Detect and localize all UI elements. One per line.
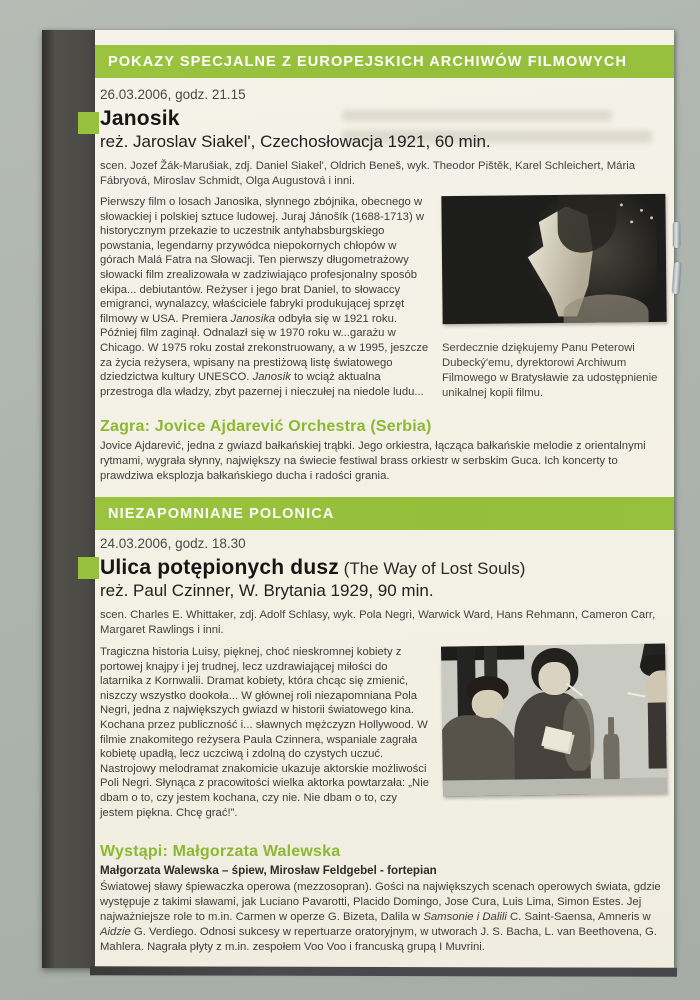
film-still-ulica-tavern-scene xyxy=(441,643,667,796)
performer-bio: Światowej sławy śpiewaczka operowa (mezzosopran). Gości na największych scenach operowych świata, gdzie występuje z takimi sławami, jak Luciano Pavarotti, Placido Domingo, Jose Cura, Luis Lima, Simon Estes. Jej najważniejsze role to m.in. Carmen w operze G. Bizeta, Dalila w Samsonie i Dalili C. Saint-Saensa, Amneris w Aidzie G. Verdiego. Odnosi sukcesy w repertuarze oratoryjnym, w utworach J. S. Bacha, L. van Beethovena, G. Mahlera. Nagrała płyty z m.in. zespołem Voo Voo i francuską grupą I Muvrini. xyxy=(100,881,661,953)
section-band-label: POKAZY SPECJALNE Z EUROPEJSKICH ARCHIWÓW FILMOWYCH xyxy=(108,53,628,70)
film-description: Tragiczna historia Luisy, pięknej, choć nieskromnej kobiety z portowej knajpy i jej trudnej, lecz uzdrawiającej miłości do latarnika z Kornwalii. Dramat kobiety, która chcąc się zmienić, niszczy wszystko dookoła... W głównej roli niezapomniana Pola Negri, jedna z największych gwiazd w historii światowego kina. Kochana przez publiczność i... sławnych mężczyzn Hollywood. W filmie znakomitego reżysera Paula Czinnera, wspaniale zagrała kobietę upadłą, lecz uczciwą i zdolną do czystych uczuć. Nastrojowy melodramat znakomicie ukazuje aktorskie możliwości Poli Negri. Słynąca z pracowitości wielka aktorka powtarzała: „Nie dbam o to, czy jestem kochana, czy nie. Nie dbam o to, czy jestem piękna. Chcę grać!”. xyxy=(100,646,429,819)
staple-icon xyxy=(673,222,680,248)
performer-roles-line: Małgorzata Walewska – śpiew, Mirosław Feldgebel - fortepian xyxy=(100,864,437,877)
photo-caption: Serdecznie dziękujemy Panu Peterowi Dubecký'emu, dyrektorowi Archiwum Filmowego w Bratysławie za udostępnienie unikalnej kopii filmu. xyxy=(442,342,658,399)
section-band-archiwa xyxy=(95,45,674,78)
film-title: Ulica potępionych dusz xyxy=(100,556,339,579)
film-director-line: reż. Paul Czinner, W. Brytania 1929, 90 min. xyxy=(100,581,434,600)
green-square-bullet-icon xyxy=(78,112,99,134)
film-title-english: (The Way of Lost Souls) xyxy=(338,559,526,578)
film-credits: scen. Charles E. Whittaker, zdj. Adolf Schlasy, wyk. Pola Negri, Warwick Ward, Hans Rehmann, Cameron Carr, Margaret Rawlings i inni. xyxy=(100,609,656,636)
film-credits: scen. Jozef Žák-Marušiak, zdj. Daniel Siakel', Oldrich Beneš, wyk. Theodor Pištěk, Karel Schleichert, Mária Fábryová, Miroslav Schmidt, Olga Augustová i inni. xyxy=(100,160,635,187)
screening-date: 24.03.2006, godz. 18.30 xyxy=(100,536,246,551)
film-body-ulica xyxy=(100,645,664,820)
performer-heading: Zagra: Jovice Ajdarević Orchestra (Serbia) xyxy=(100,418,432,435)
performer-description: Jovice Ajdarević, jedna z gwiazd bałkańskiej trąbki. Jego orkiestra, łącząca bałkańskie melodie z orientalnymi rytmami, wygrała słynny, największy na świecie festiwal brass orkiestr w serbskim Guca. Ich koncerty to prawdziwa eksplozja bałkańskiego ducha i radości grania. xyxy=(100,440,646,482)
film-body-janosik xyxy=(100,195,664,401)
section-band-polonica xyxy=(95,497,674,530)
film-director-line: reż. Jaroslav Siakel', Czechosłowacja 1921, 60 min. xyxy=(100,132,491,151)
page-spine xyxy=(42,30,95,968)
film-still-janosik-profile xyxy=(441,194,666,324)
program-page xyxy=(42,30,674,968)
page-bottom-edge xyxy=(90,966,677,977)
film-header-ulica xyxy=(100,536,664,638)
screening-date: 26.03.2006, godz. 21.15 xyxy=(100,87,246,102)
green-square-bullet-icon xyxy=(78,557,99,579)
film-header-janosik xyxy=(100,87,664,189)
staple-icon xyxy=(672,262,681,294)
film-description: Pierwszy film o losach Janosika, słynnego zbójnika, obecnego w słowackiej i polskiej sztuce ludowej. Juraj Jánošík (1688-1713) w historycznym przekazie to uczestnik antyhabsburgskiego powstania, legendarny przywódca niepokornych chłopów w górach Malá Fatra na Słowacji. Ten pierwszy długometrażowy słowacki film zrealizowała w zadziwiająco profesjonalny sposób ekipa... debiutantów. Reżyser i jego brat Daniel, to słowaccy emigranci, wynalazcy, właściciele fabryki produkującej sprzęt filmowy w USA. Premiera Janosika odbyła się w 1921 roku. Później film zaginął. Odnalazł się w 1970 roku w...garażu w Chicago. W 1975 roku został zrekonstruowany, a w 1995, jeszcze za życia reżysera, wpisany na prestiżową listę światowego dziedzictwa kultury UNESCO. Janosik to wciąż aktualna przestroga dla władzy, zbyt pazernej i nieczułej na niedole ludu... xyxy=(100,196,429,398)
film-title: Janosik xyxy=(100,107,180,130)
section-band-label: NIEZAPOMNIANE POLONICA xyxy=(108,505,335,522)
performer-block-zagra xyxy=(100,418,664,484)
performer-heading: Wystąpi: Małgorzata Walewska xyxy=(100,843,341,860)
performer-block-wystapi xyxy=(100,843,664,955)
